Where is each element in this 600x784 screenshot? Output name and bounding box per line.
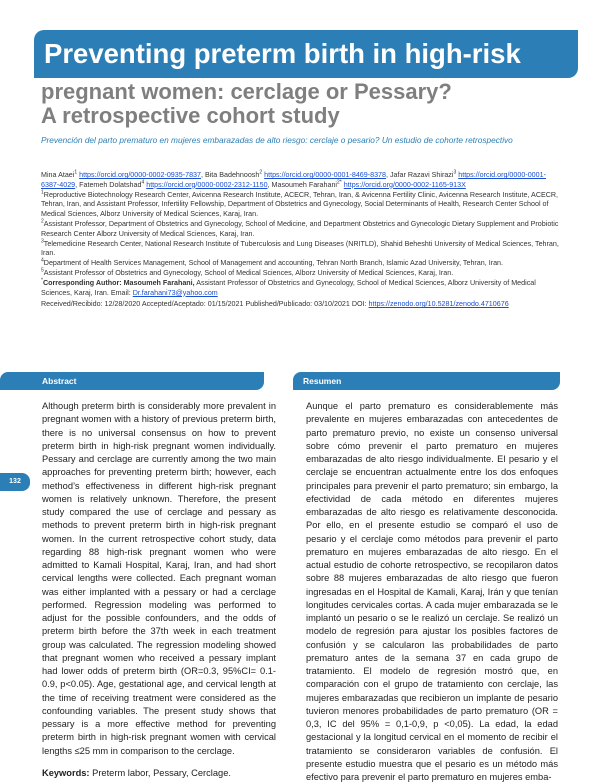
abstract-heading-bar	[0, 372, 264, 390]
keywords-line	[42, 767, 276, 780]
affiliation	[41, 191, 563, 220]
resumen-body: Aunque el parto prematuro es considerablemente más prevalente en mujeres embarazadas con antecedentes de parto prematuro previo, no existe un consenso universal sobre cómo prevenir el parto prematuro en mujeres embarazadas de alto riesgo individualmente. El pesario y el cerclaje se encuentran actualmente entre los dos enfoques principales para prevenir el parto prematuro; sin embargo, la efectividad de cada método en diferentes mujeres embarazadas de alto riesgo es relativamente desconocida. Por ello, en el presente estudio se comparó el uso de pesario y el cerclaje como métodos para prevenir el parto prematuro en mujeres embarazadas de alto riesgo. En el actual estudio de cohorte retrospectivo, se recopilaron datos sobre 88 mujeres embarazadas de alto riesgo que fueron ingresadas en el Hospital de Kamali, Karaj, Irán y que tenían longitudes cervicales cortas. A cada mujer embarazada se le implantó un pesario o se le realizó un cerclaje. Se realizó un modelo de regresión para ajustar los posibles factores de confusión y se calcularon las probabilidades de parto prematuro antes de la semana 37 en cada grupo de tratamiento. El modelo de regresión mostró que, en comparación con el grupo de tratamiento con cerclaje, las mujeres embarazadas que recibieron un implante de pesario tuvieron menores probabilidades de parto prematuro (OR = 0,3, IC del 95% = 0,1-0,9, p <0,05). La edad, la edad gestacional y la longitud cervical en el momento de recibir el tratamiento se consideraron variables de confusión. El presente estudio muestra que el pesario es un método más efectivo para prevenir el parto prematuro en mujeres emba-	[306, 401, 558, 782]
affiliation-sup: 2	[41, 218, 44, 225]
article-title-line3: A retrospective cohort study	[41, 103, 340, 128]
keywords-text: Preterm labor, Pessary, Cerclage.	[92, 767, 231, 778]
affiliation-sup: *	[41, 277, 43, 284]
dates-line	[41, 300, 563, 310]
affiliation-sup: 3	[41, 238, 44, 245]
corresponding-author	[41, 279, 563, 299]
orcid-link[interactable]: https://orcid.org/0000-0001-6387-4029	[41, 171, 546, 189]
author-name: Jafar Razavi Shirazi	[389, 171, 454, 179]
abstract-body: Although preterm birth is considerably more prevalent in pregnant women with a history of previous preterm birth, there is no universal consensus on how to prevent preterm birth in high-risk pregnant women individually. Pessary and cerclage are currently among the two main approaches for preventing preterm birth; however, each method’s effectiveness in different high-risk pregnant women is relatively unknown. Therefore, the present study compared the use of cerclage and pessary as methods to prevent preterm birth in high-risk pregnant women. In the current retrospective cohort study, data regarding 88 high-risk pregnant women who were admitted to Kamali Hospital, Karaj, Iran, and had short cervical lengths were collected. Each pregnant woman was either implanted with a pessary or had a cerclage performed. Regression modeling was performed to adjust for the possible confounders, and the odds of preterm birth before the 37th week in each treatment group was calculated. The regression modeling showed that pregnant women who received a pessary implant had lower odds of preterm birth (OR=0.3, 95%CI= 0.1-0.9, p<0.05). Age, gestational age, and cervical length at the time of receiving treatment were considered as the confounding variables. The present study shows that pessary is a more effective method for preventing preterm birth in high-risk pregnant women with cervical lengths ≤25 mm in comparison to the cerclage.	[42, 401, 276, 756]
affiliation-sup: 2	[259, 169, 263, 176]
email-link[interactable]: Dr.farahani73@yahoo.com	[132, 288, 218, 297]
spanish-title: Prevención del parto prematuro en mujeres embarazadas de alto riesgo: cerclaje o pesario? Un estudio de cohorte retrospectivo	[41, 135, 513, 145]
affiliation-text: Reproductive Biotechnology Research Center, Avicenna Research Institute, ACECR, Tehran, Iran, & Avicenna Fertility Clinic, Avicenna Research Institute, ACECR, Tehran, Iran, and Assistant Professor, Infertility Fellowship, Department of Obstetrics and Gynecology, Social Determinants of Health, Research Center School of Medical Sciences, Alborz University of Medical Sciences, Karaj, Iran.	[41, 190, 559, 219]
corresponding-name: Masoumeh Farahani,	[123, 278, 195, 287]
affiliation-sup: 2*	[337, 179, 342, 186]
page-number-tab	[0, 473, 30, 491]
corresponding-label: Corresponding Author:	[42, 278, 122, 287]
resumen-column	[306, 400, 558, 782]
author-list: Mina Ataei$^1$ https://orcid.org/0000-0002-0935-7837, Bita Badehnoosh$^2$ https://orcid.org/0000-0001-8469-8378, Jafar Razavi Shirazi$^3$ https://orcid.org/0000-0001-6387-4029, Fatemeh Dolatshad$^4$ https://orcid.org/0000-0002-2312-1150, Masoumeh Farahani$^{2*}$ https://orcid.org/0000-0002-1165-913X	[41, 169, 546, 189]
affiliation-text: Telemedicine Research Center, National Research Institute of Tuberculosis and Lung Diseases (NRITLD), Shahid Beheshti University of Medical Sciences, Tehran, Iran.	[41, 239, 559, 258]
abstract-column	[42, 400, 276, 780]
page-number: 132	[9, 478, 21, 485]
resumen-heading: Resumen	[303, 376, 342, 386]
abstract-heading: Abstract	[42, 376, 77, 386]
affiliation-sup: 4	[41, 257, 44, 264]
article-title-line1: Preventing preterm birth in high-risk	[44, 38, 521, 69]
orcid-link[interactable]: https://orcid.org/0000-0002-1165-913X	[343, 180, 466, 189]
affiliation-text: Assistant Professor of Obstetrics and Gynecology, School of Medical Sciences, Alborz University of Medical Sciences, Karaj, Iran.	[43, 268, 454, 277]
affiliation-sup: 1	[41, 189, 44, 196]
author-name: Fatemeh Dolatshad	[79, 180, 142, 189]
affiliation-sup: 4	[141, 179, 145, 186]
article-title-line2: pregnant women: cerclage or Pessary?	[41, 79, 452, 104]
author-block	[41, 171, 563, 310]
affiliation-text: Assistant Professor, Department of Obstetrics and Gynecology, School of Medicine, and Department Obstetrics and Gynecologic Dietary Supplement and Probiotic Research Center Alborz University of Medical Sciences, Karaj, Iran.	[41, 219, 559, 238]
affiliation	[41, 259, 563, 269]
author-name: Mina Ataei	[41, 171, 75, 179]
author-name: Masoumeh Farahani	[271, 180, 338, 189]
title-banner	[34, 30, 578, 78]
affiliation	[41, 240, 563, 260]
dates-text: Received/Recibido: 12/28/2020 Accepted/Aceptado: 01/15/2021 Published/Publicado: 03/10/2021 DOI:	[41, 300, 367, 309]
article-subtitle	[41, 80, 581, 128]
orcid-link[interactable]: https://orcid.org/0000-0002-2312-1150	[146, 180, 268, 189]
affiliation-sup: 3	[453, 169, 457, 176]
affiliation	[41, 269, 563, 279]
affiliation-text: Department of Health Services Management, School of Management and accounting, Tehran North Branch, Islamic Azad University, Tehran, Iran.	[43, 259, 504, 268]
orcid-link[interactable]: https://orcid.org/0000-0001-8469-8378	[264, 171, 386, 179]
keywords-label: Keywords:	[42, 767, 90, 778]
affiliation	[41, 220, 563, 240]
orcid-link[interactable]: https://orcid.org/0000-0002-0935-7837	[79, 171, 201, 179]
resumen-heading-bar	[293, 372, 560, 390]
affiliation-sup: 1	[74, 169, 78, 176]
corresponding-text: Assistant Professor of Obstetrics and Gynecology, School of Medical Sciences, Alborz University of Medical Sciences, Karaj, Iran. Email:	[41, 278, 536, 297]
author-name: Bita Badehnoosh	[204, 171, 260, 179]
doi-link[interactable]: https://zenodo.org/10.5281/zenodo.4710676	[368, 300, 509, 309]
affiliation-sup: 5	[41, 267, 44, 274]
